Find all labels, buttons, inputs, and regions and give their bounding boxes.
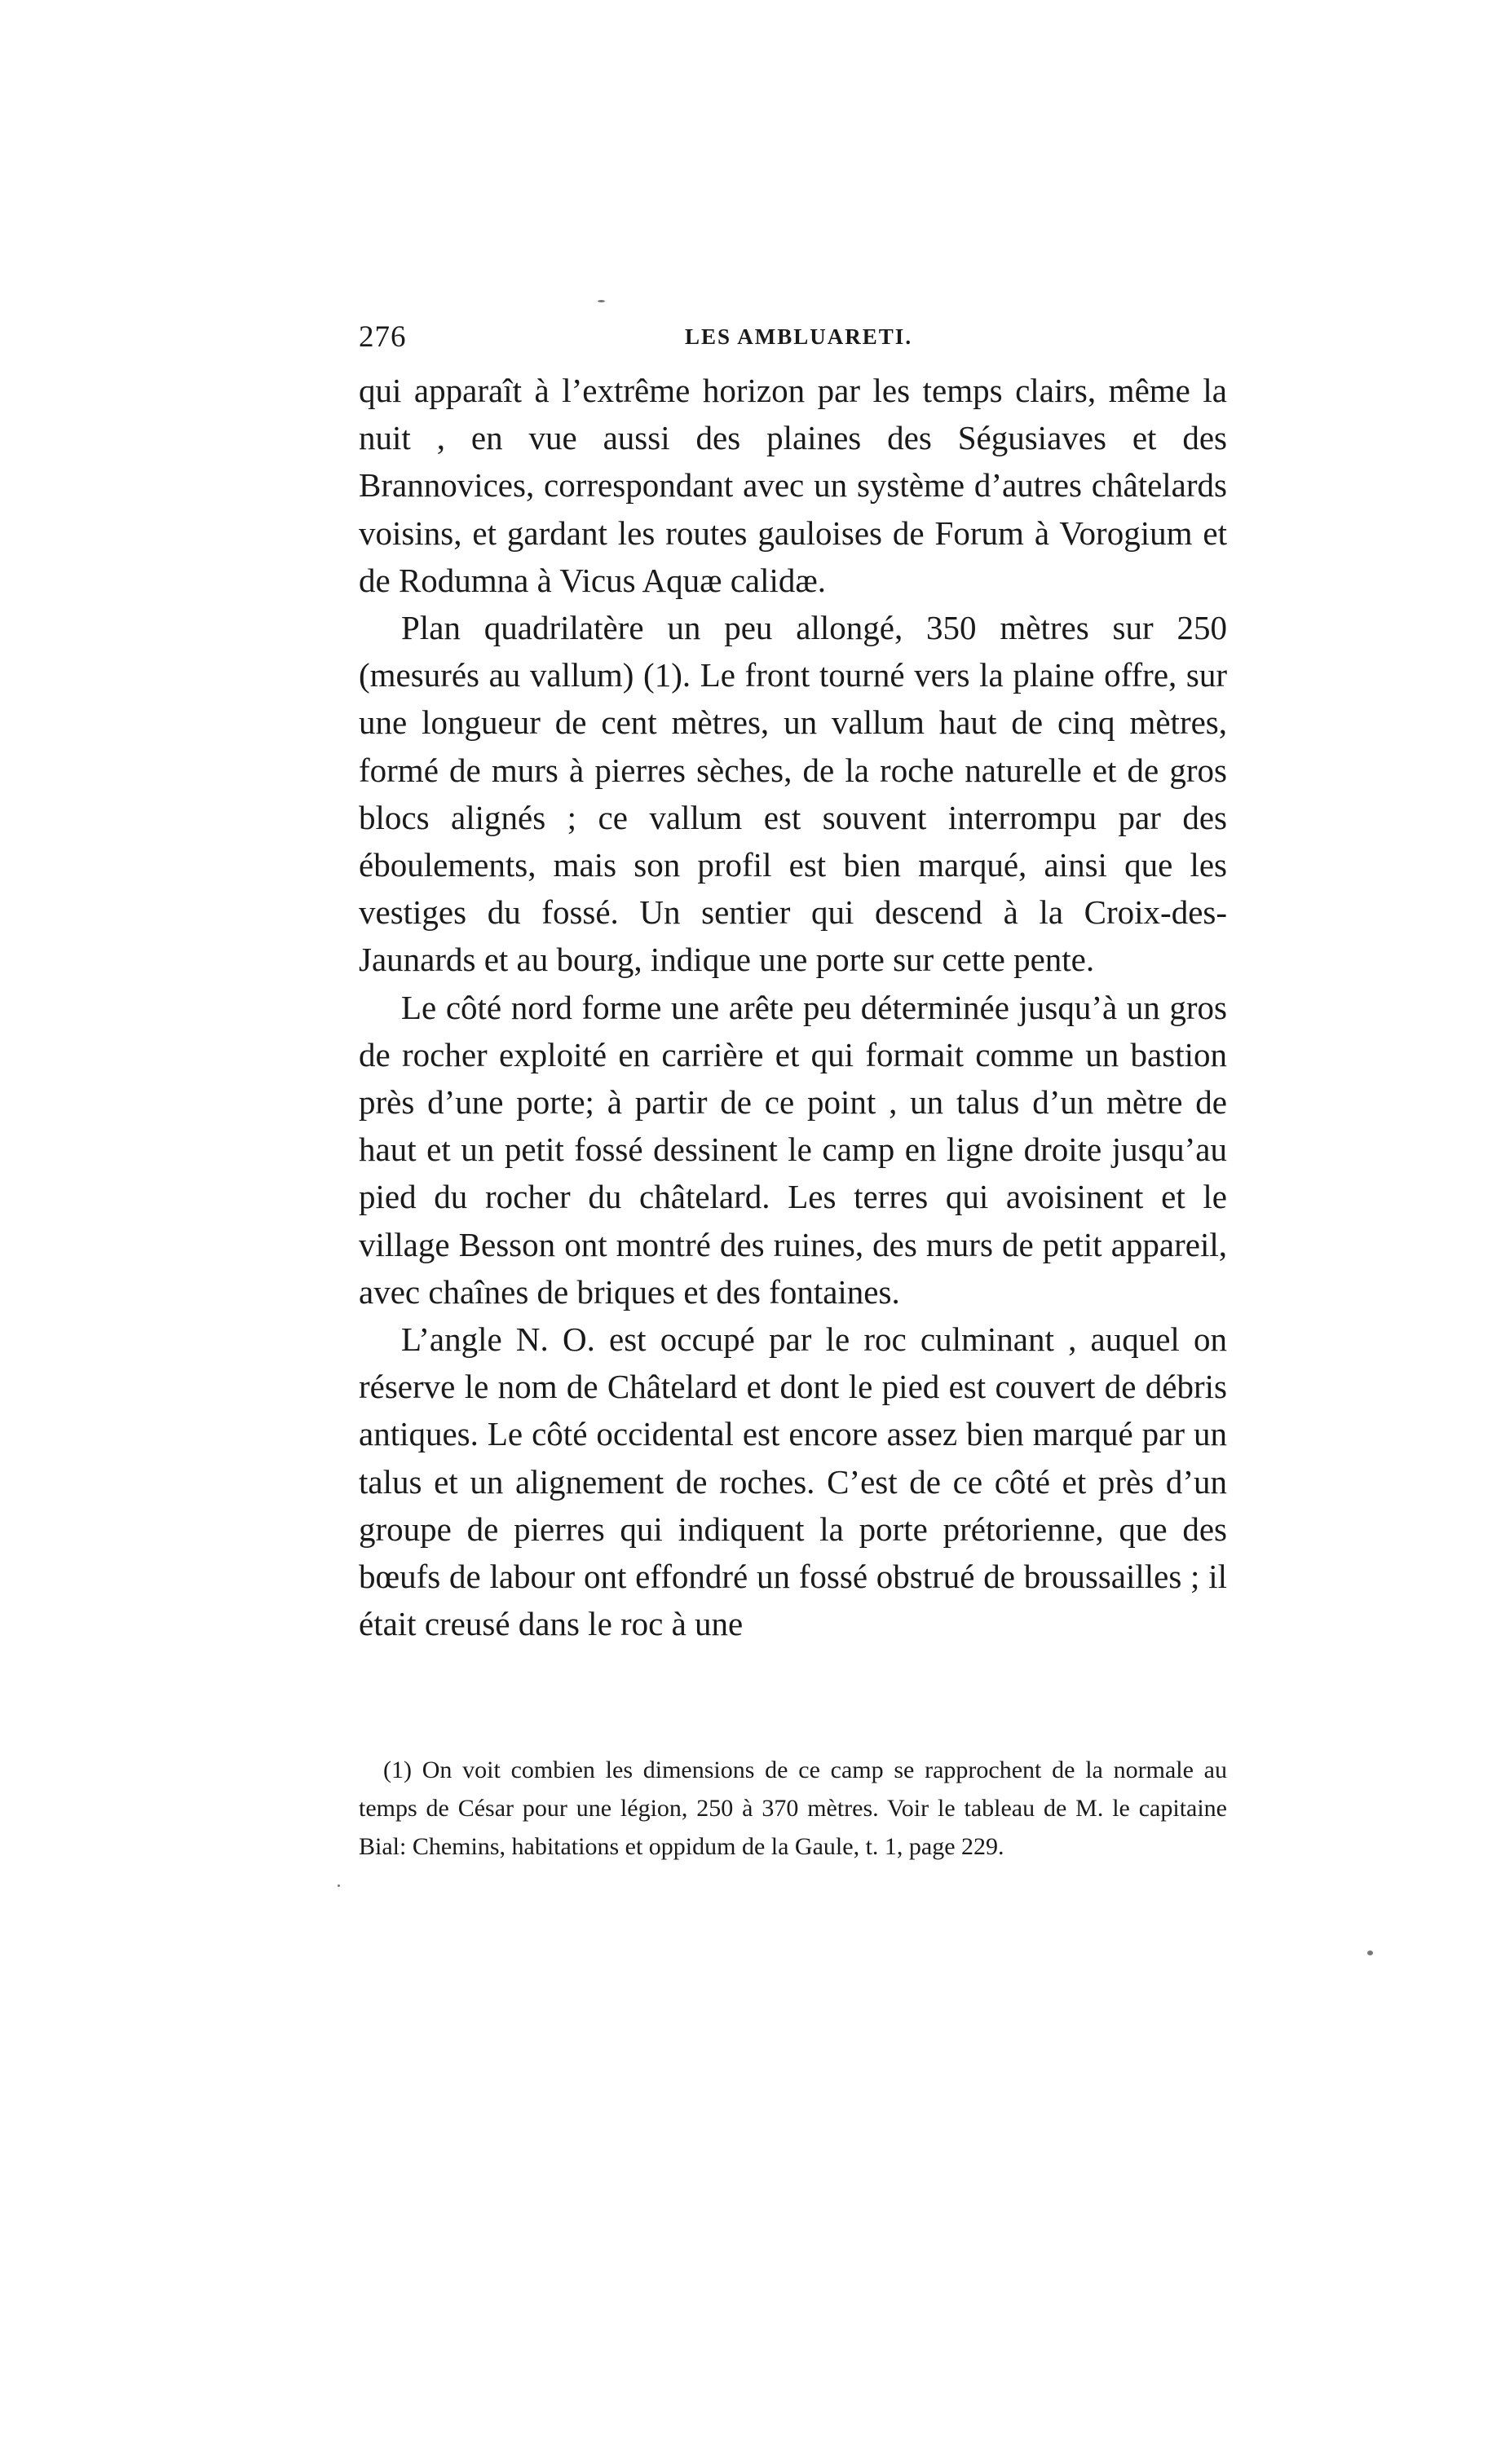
- page-number: 276: [359, 320, 407, 354]
- paragraph-1: qui apparaît à l’extrême horizon par les temps clairs, même la nuit , en vue aussi des plaines des Ségusiaves et des Brannovices, correspondant avec un système d’autres châtelards voisins, et gardant les routes gauloises de Forum à Vorogium et de Rodumna à Vicus Aquæ calidæ.: [359, 372, 1227, 599]
- running-head: [359, 320, 1227, 368]
- paragraph-2: Plan quadrilatère un peu allongé, 350 mètres sur 250 (mesurés au vallum) (1). Le front tourné vers la plaine offre, sur une longueur de cent mètres, un vallum haut de cinq mètres, formé de murs à pierres sèches, de la roche naturelle et de gros blocs alignés ; ce vallum est souvent interrompu par des éboulements, mais son profil est bien marqué, ainsi que les vestiges du fossé. Un sentier qui descend à la Croix-des-Jaunards et au bourg, indique une porte sur cette pente.: [359, 609, 1227, 979]
- page-speck: [1367, 1950, 1373, 1955]
- footnote-mark: (1): [383, 1757, 412, 1783]
- paragraph-3: Le côté nord forme une arête peu déterminée jusqu’à un gros de rocher exploité en carrière et qui formait comme un bastion près d’une porte; à partir de ce point , un talus d’un mètre de haut et un petit fossé dessinent le camp en ligne droite jusqu’au pied du rocher du châtelard. Les terres qui avoisinent et le village Besson ont montré des ruines, des murs de petit appareil, avec chaînes de briques et des fontaines.: [359, 988, 1227, 1311]
- body-text: [359, 367, 1227, 1647]
- page-speck: [598, 300, 605, 302]
- footnote: [359, 1751, 1227, 1866]
- footnote-text: On voit combien les dimensions de ce camp se rapprochent de la normale au temps de César pour une légion, 250 à 370 mètres. Voir le tableau de M. le capitaine Bial: Chemins, habitations et oppidum de la Gaule, t. 1, page 229.: [359, 1757, 1227, 1860]
- page-speck: [338, 1884, 340, 1887]
- paragraph-4: L’angle N. O. est occupé par le roc culminant , auquel on réserve le nom de Châtelard et dont le pied est couvert de débris antiques. Le côté occidental est encore assez bien marqué par un talus et un alignement de roches. C’est de ce côté et près d’un groupe de pierres qui indiquent la porte prétorienne, que des bœufs de labour ont effondré un fossé obstrué de broussailles ; il était creusé dans le roc à une: [359, 1320, 1227, 1643]
- running-title: LES AMBLUARETI.: [685, 324, 913, 349]
